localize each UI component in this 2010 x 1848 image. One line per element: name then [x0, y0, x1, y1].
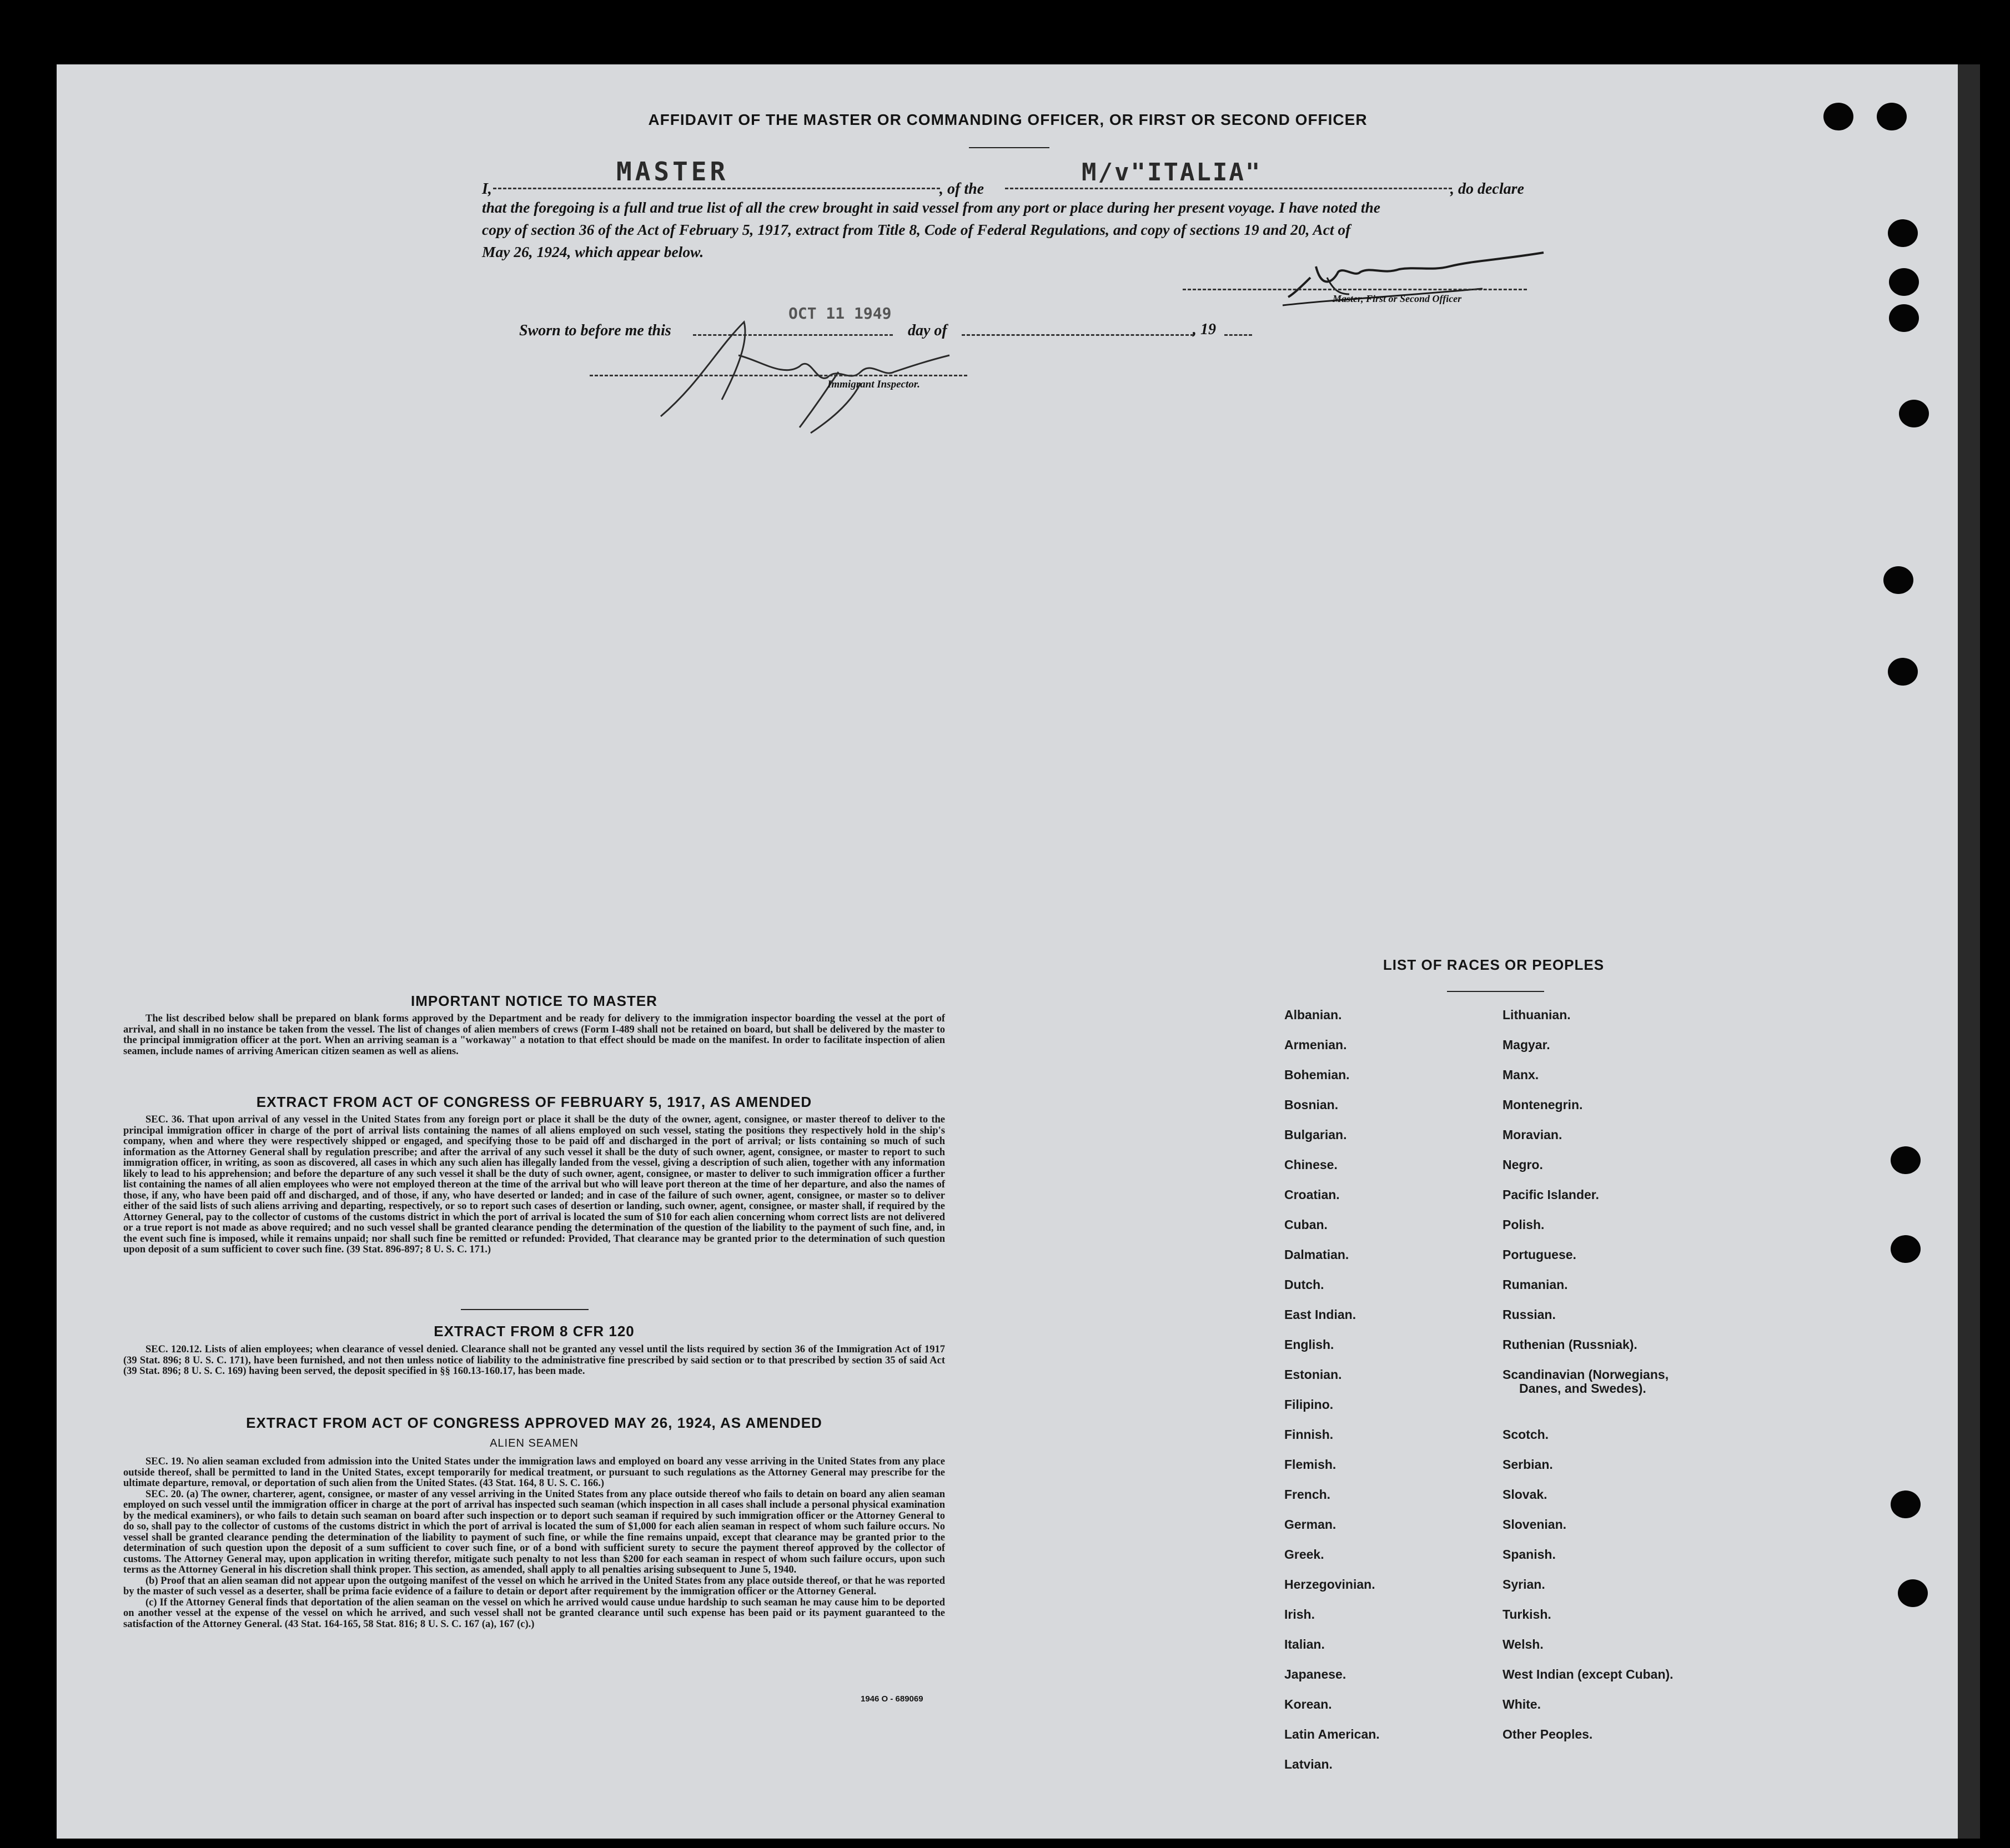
punch-hole: [1888, 658, 1918, 686]
race-left-item: Chinese.: [1284, 1157, 1338, 1172]
month-line: [962, 334, 1194, 336]
sec-19-paragraph: SEC. 19. No alien seaman excluded from admission into the United States under the immigration laws and employed on board any vesse arriving in the United States from any place outside thereof, shall be permitted to land in the United States, except temporarily for medical treatment, or pursuant to such regulations as the Attorney General may prescribe for the ultimate departure, removal, or deportation of such alien from the United States. (43 Stat. 164, 8 U. S. C. 166.): [123, 1456, 945, 1489]
race-right-item-cont: Danes, and Swedes).: [1519, 1381, 1646, 1396]
race-left-item: Finnish.: [1284, 1427, 1334, 1442]
print-code: 1946 O - 689069: [861, 1694, 923, 1704]
races-title: LIST OF RACES OR PEOPLES: [1383, 956, 1605, 973]
race-left-item: German.: [1284, 1517, 1336, 1532]
extract-cfr-text: [123, 1345, 945, 1377]
race-right-item: Slovenian.: [1503, 1517, 1567, 1532]
race-right-item: White.: [1503, 1697, 1541, 1711]
race-right-item: Ruthenian (Russniak).: [1503, 1337, 1637, 1352]
punch-hole: [1891, 1491, 1921, 1518]
race-left-item: Estonian.: [1284, 1367, 1342, 1382]
race-right-item: Magyar.: [1503, 1038, 1550, 1052]
race-right-item: Scandinavian (Norwegians,: [1503, 1367, 1669, 1382]
day-of-label: day of: [908, 322, 947, 339]
race-right-item: Other Peoples.: [1503, 1727, 1593, 1741]
race-left-item: Irish.: [1284, 1607, 1315, 1622]
race-left-item: Albanian.: [1284, 1008, 1342, 1022]
extract-1917-text: [123, 1115, 945, 1256]
sec-20b-paragraph: (b) Proof that an alien seaman did not appear upon the outgoing manifest of the vessel on which he arrived in the United States from any place outside thereof, or that he was reported by the master of such vessel as a deserter, shall be prima facie evidence of a failure to detain or deport after requirement by the immigration officer or the Attorney General.: [123, 1575, 945, 1597]
punch-hole: [1883, 566, 1913, 594]
section-rule: [461, 1309, 589, 1310]
punch-hole: [1899, 400, 1929, 427]
race-left-item: English.: [1284, 1337, 1334, 1352]
alien-seamen-subtitle: ALIEN SEAMEN: [490, 1437, 579, 1449]
race-right-item: Polish.: [1503, 1217, 1545, 1232]
race-left-item: Dalmatian.: [1284, 1247, 1349, 1262]
master-caption: Master, First or Second Officer: [1333, 293, 1462, 304]
race-right-item: Portuguese.: [1503, 1247, 1576, 1262]
punch-hole: [1898, 1579, 1928, 1607]
vessel-stamp: M/v"ITALIA": [1082, 158, 1262, 187]
inspector-caption: Immigrant Inspector.: [827, 379, 920, 390]
sec-20a-paragraph: SEC. 20. (a) The owner, charterer, agent, consignee, or master of any vessel arriving in the United States from any place outside thereof who fails to detain on board any alien seaman employed on such vessel until the immigration officer in charge at the port of arrival has inspected such seaman (which inspection in all cases shall include a personal physical examination by the medical examiners), or who fails to detain such seaman on board after such inspection or to deport such seaman if required by such immigration officer or the Attorney General to do so, shall pay to the collector of customs of the customs district in which the port of arrival is located the sum of $1,000 for each alien seaman in respect of whom such failure occurs. No vessel shall be granted clearance pending the determination of the liability to payment of such fine, or while the fine remains unpaid, except that clearance may be granted prior to the determination of such question upon the deposit of a sum sufficient to cover such fine, or of a bond with sufficient surety to secure the payment thereof approved by the collector of customs. The Attorney General may, upon application in writing therefor, mitigate such penalty to not less than $200 for each seaman in respect of whom such failure occurs, upon such terms as the Attorney General in his discretion shall think proper. This section, as amended, shall apply to all penalties arising subsequent to June 5, 1940.: [123, 1488, 945, 1575]
notice-text: [123, 1014, 945, 1057]
title-rule: [969, 147, 1049, 148]
year-label: , 19: [1193, 321, 1216, 338]
sec-36-paragraph: SEC. 36. That upon arrival of any vessel in the United States from any foreign port or place it shall be the duty of the owner, agent, consignee, or master thereof to deliver to the principal immigration officer in charge of the port of arrival lists containing the names of all aliens employed on such vessel, stating the positions they respectively hold in the ship's company, when and where they were respectively shipped or engaged, and specifying those to be paid off and discharged in the port of arrival; or lists containing so much of such information as the Attorney General shall by regulation prescribe; and after the arrival of any such vessel it shall be the duty of such owner, agent, consignee, or master to report to such immigration officer, in writing, as soon as discovered, all cases in which any such alien has illegally landed from the vessel, giving a description of such alien, together with any information likely to lead to his apprehension; and before the departure of any such vessel it shall be the duty of such owner, agent, consignee, or master to deliver to such immigration officer a further list containing the names of all alien employees who were not employed thereon at the time of the arrival but who will leave port thereon at the time of her departure, and also the names of those, if any, who have been paid off and discharged, and of those, if any, who have deserted or landed; and in case of the failure of such owner, agent, consignee, or master so to deliver either of the said lists of such aliens arriving and departing, respectively, or so to report such cases of desertion or landing, such owner, agent, consignee, or master shall, if required by the Attorney General, pay to the collector of customs of the customs district in which the port of arrival is located the sum of $10 for each alien concerning whom correct lists are not delivered or a true report is not made as above required; and no such vessel shall be granted clearance pending the determination of the question of the liability to the payment of such fine, and, in the event such fine is imposed, while it remains unpaid; nor shall such fine be remitted or refunded: Provided, That clearance may be granted prior to the determination of such question upon deposit of a sum sufficient to cover such fine. (39 Stat. 896-897; 8 U. S. C. 171.): [123, 1114, 945, 1255]
sec-20c-paragraph: (c) If the Attorney General finds that deportation of the alien seaman on the vessel on which he arrived would cause undue hardship to such seaman he may cause him to be deported on another vessel at the expense of the vessel on which he arrived, and such vessel shall not be granted clearance until such expense has been paid or its payment guaranteed to the satisfaction of the Attorney General. (43 Stat. 164-165, 58 Stat. 816; 8 U. S. C. 167 (a), 167 (c).): [123, 1597, 945, 1630]
extract-1924-title: EXTRACT FROM ACT OF CONGRESS APPROVED MAY 26, 1924, AS AMENDED: [246, 1414, 822, 1431]
race-right-item: Slovak.: [1503, 1487, 1547, 1502]
race-left-item: Latin American.: [1284, 1727, 1380, 1741]
master-signature-line: [1183, 289, 1527, 290]
race-right-item: Negro.: [1503, 1157, 1543, 1172]
i-label: I,: [482, 180, 492, 198]
race-right-item: Turkish.: [1503, 1607, 1551, 1622]
race-left-item: Bulgarian.: [1284, 1127, 1347, 1142]
of-the-label: , of the: [939, 180, 984, 198]
master-stamp: MASTER: [616, 157, 729, 187]
race-left-item: Greek.: [1284, 1547, 1324, 1562]
page-edge-strip: [1958, 64, 1980, 1839]
do-declare-label: , do declare: [1450, 180, 1524, 198]
race-left-item: Bosnian.: [1284, 1097, 1339, 1112]
race-left-item: Flemish.: [1284, 1457, 1336, 1472]
race-right-item: Moravian.: [1503, 1127, 1562, 1142]
race-left-item: Filipino.: [1284, 1397, 1334, 1412]
race-left-item: Croatian.: [1284, 1187, 1340, 1202]
sec-120-paragraph: SEC. 120.12. Lists of alien employees; when clearance of vessel denied. Clearance shall not be granted any vessel until the lists required by section 36 of the Immigration Act of 1917 (39 Stat. 896; 8 U. S. C. 171), have been furnished, and not then unless notice of liability to the administrative fine prescribed by said section or to that prescribed by section 35 of said Act (39 Stat. 896; 8 U. S. C. 169) having been served, the deposit specified in §§ 160.13-160.17, has been made.: [123, 1344, 945, 1377]
race-left-item: Dutch.: [1284, 1277, 1324, 1292]
race-right-item: Manx.: [1503, 1067, 1539, 1082]
punch-hole: [1891, 1146, 1921, 1174]
extract-1924-text: [123, 1457, 945, 1630]
race-right-item: Spanish.: [1503, 1547, 1556, 1562]
race-left-item: Korean.: [1284, 1697, 1332, 1711]
punch-hole: [1889, 268, 1919, 296]
punch-hole: [1888, 219, 1918, 247]
race-right-item: Serbian.: [1503, 1457, 1553, 1472]
race-right-item: Lithuanian.: [1503, 1008, 1571, 1022]
punch-hole: [1823, 103, 1853, 130]
inspector-line: [590, 375, 967, 376]
race-right-item: West Indian (except Cuban).: [1503, 1667, 1674, 1681]
race-left-item: French.: [1284, 1487, 1331, 1502]
extract-cfr-title: EXTRACT FROM 8 CFR 120: [434, 1323, 635, 1340]
race-right-item: Rumanian.: [1503, 1277, 1568, 1292]
vessel-line: [1005, 188, 1452, 189]
extract-1917-title: EXTRACT FROM ACT OF CONGRESS OF FEBRUARY 5, 1917, AS AMENDED: [256, 1094, 812, 1110]
notice-title: IMPORTANT NOTICE TO MASTER: [411, 993, 657, 1009]
affidavit-line-2: that the foregoing is a full and true list of all the crew brought in said vessel from any port or place during her present voyage. I have noted the: [482, 199, 1380, 216]
affidavit-title: AFFIDAVIT OF THE MASTER OR COMMANDING OFFICER, OR FIRST OR SECOND OFFICER: [648, 111, 1368, 128]
race-right-item: Pacific Islander.: [1503, 1187, 1599, 1202]
affidavit-line-4: May 26, 1924, which appear below.: [482, 243, 704, 260]
race-left-item: Japanese.: [1284, 1667, 1346, 1681]
master-signature: [1249, 244, 1560, 316]
race-right-item: Russian.: [1503, 1307, 1556, 1322]
inspector-signature: [616, 300, 961, 439]
race-left-item: Armenian.: [1284, 1038, 1347, 1052]
race-left-item: Italian.: [1284, 1637, 1325, 1651]
name-line: [493, 188, 940, 189]
race-left-item: Cuban.: [1284, 1217, 1328, 1232]
race-left-item: Herzegovinian.: [1284, 1577, 1375, 1592]
punch-hole: [1877, 103, 1907, 130]
affidavit-line-3: copy of section 36 of the Act of February 5, 1917, extract from Title 8, Code of Federal Regulations, and copy of sections 19 and 20, Act of: [482, 221, 1351, 238]
date-stamp: OCT 11 1949: [788, 304, 892, 323]
punch-hole: [1889, 304, 1919, 332]
race-left-item: Latvian.: [1284, 1757, 1333, 1771]
race-right-item: Scotch.: [1503, 1427, 1549, 1442]
race-right-item: Montenegrin.: [1503, 1097, 1583, 1112]
sworn-label: Sworn to before me this: [519, 322, 671, 339]
punch-hole: [1891, 1235, 1921, 1263]
races-rule: [1447, 991, 1544, 992]
race-right-item: Syrian.: [1503, 1577, 1545, 1592]
race-left-item: Bohemian.: [1284, 1067, 1350, 1082]
race-right-item: Welsh.: [1503, 1637, 1544, 1651]
race-left-item: East Indian.: [1284, 1307, 1356, 1322]
notice-paragraph: The list described below shall be prepared on blank forms approved by the Department and be ready for delivery to the immigration inspector boarding the vessel at the port of arrival, and shall in no instance be taken from the vessel. The list of changes of alien members of crews (Form I-489 shall not be retained on board, but shall be delivered by the master to the principal immigration officer at the port. When an arriving seaman is a "workaway" a notation to that effect should be made on the manifest. In order to facilitate inspection of alien seamen, include names of arriving American citizen seamen as well as aliens.: [123, 1013, 945, 1057]
year-line: [1224, 334, 1252, 336]
